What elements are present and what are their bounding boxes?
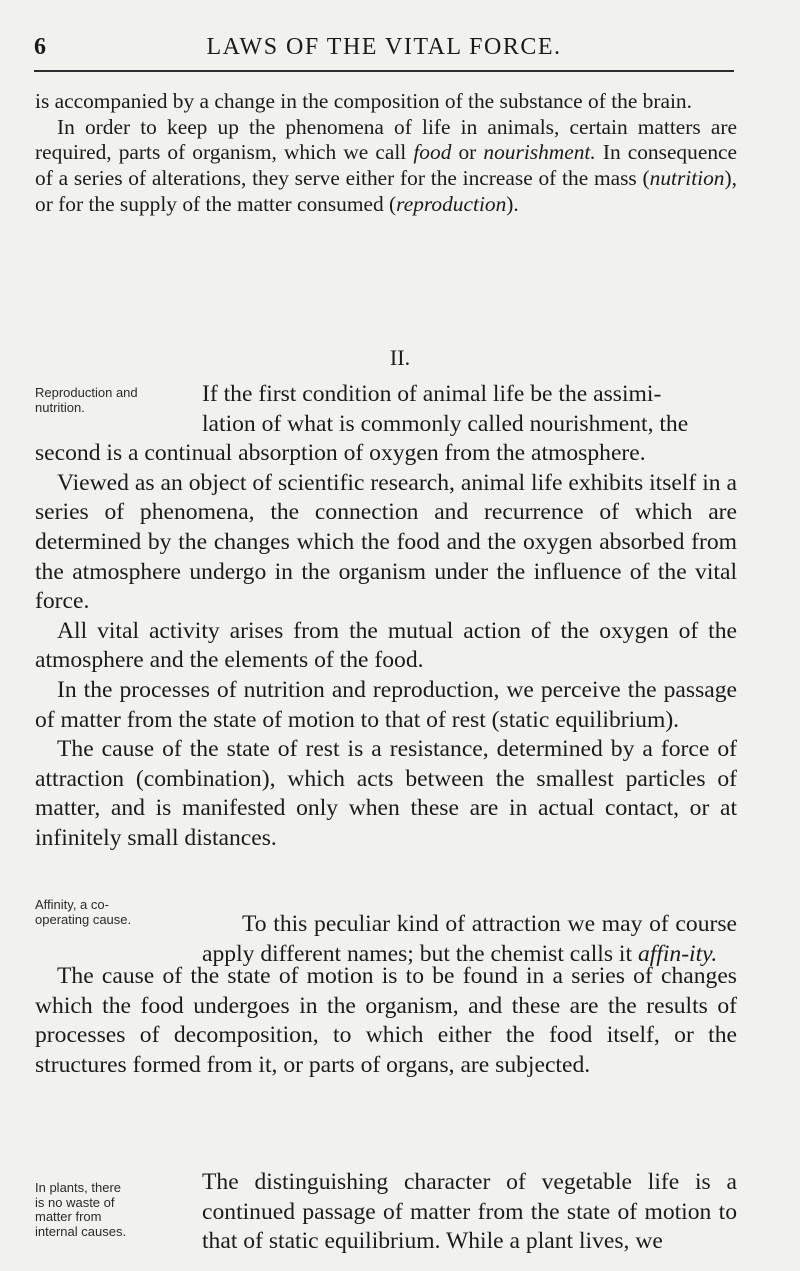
paragraph: The distinguishing character of vegetable life is a continued passage of matter from the state of motion to that of static equilibrium. While a plant lives, we (202, 1169, 737, 1255)
paragraph: is accompanied by a change in the composition of the substance of the brain. (35, 89, 692, 113)
paragraph: If the first condition of animal life be the assimi- (202, 381, 662, 407)
motion-text (35, 962, 737, 1080)
paragraph: In the processes of nutrition and reproduction, we perceive the passage of matter from the state of motion to that of rest (static equilibrium). (35, 676, 737, 733)
plants-text (202, 1168, 737, 1257)
paragraph: The cause of the state of rest is a resistance, determined by a force of attraction (combination), which acts between the smallest particles of matter, and is manifested only when these are in actual contact, or at infinitely small distances. (35, 736, 737, 851)
page-header (34, 34, 734, 74)
affinity-text (202, 910, 737, 969)
paragraph: The cause of the state of motion is to be found in a series of changes which the food undergoes in the organism, and these are the results of processes of decomposition, to which either the food itself, or the structures formed from it, or parts of organs, are subjected. (35, 963, 737, 1078)
paragraph: Viewed as an object of scientific research, animal life exhibits itself in a series of phenomena, the connection and recurrence of which are determined by the changes which the food and the oxygen absorbed from the atmosphere undergo in the organism under the influence of the vital force. (35, 469, 737, 615)
paragraph: lation of what is commonly called nourishment, the (202, 410, 689, 437)
margin-note-affinity: Affinity, a co-operating cause. (35, 897, 132, 927)
margin-note-reproduction: Reproduction and nutrition. (35, 385, 138, 415)
margin-note-plants: In plants, there is no waste of matter from internal causes. (35, 1180, 127, 1239)
paragraph: second is a continual absorption of oxygen from the atmosphere. (35, 440, 646, 467)
running-title: LAWS OF THE VITAL FORCE. (206, 34, 562, 60)
paragraph: In order to keep up the phenomena of life in animals, certain matters are required, parts of organism, which we call food or nourishment. In consequence of a series of alterations, they serve either for the increase of the mass (nutrition), or for the supply of the matter consumed (reproduction). (35, 114, 738, 216)
paragraph: All vital activity arises from the mutual action of the oxygen of the atmosphere and the elements of the food. (35, 617, 737, 674)
header-rule (34, 70, 734, 72)
intro-text (35, 89, 737, 218)
section-number: II. (389, 345, 411, 370)
page-number: 6 (34, 34, 46, 60)
paragraph: To this peculiar kind of attraction we may of course apply different names; but the chemist calls it affin-ity. (202, 911, 737, 967)
section-text (35, 380, 737, 854)
